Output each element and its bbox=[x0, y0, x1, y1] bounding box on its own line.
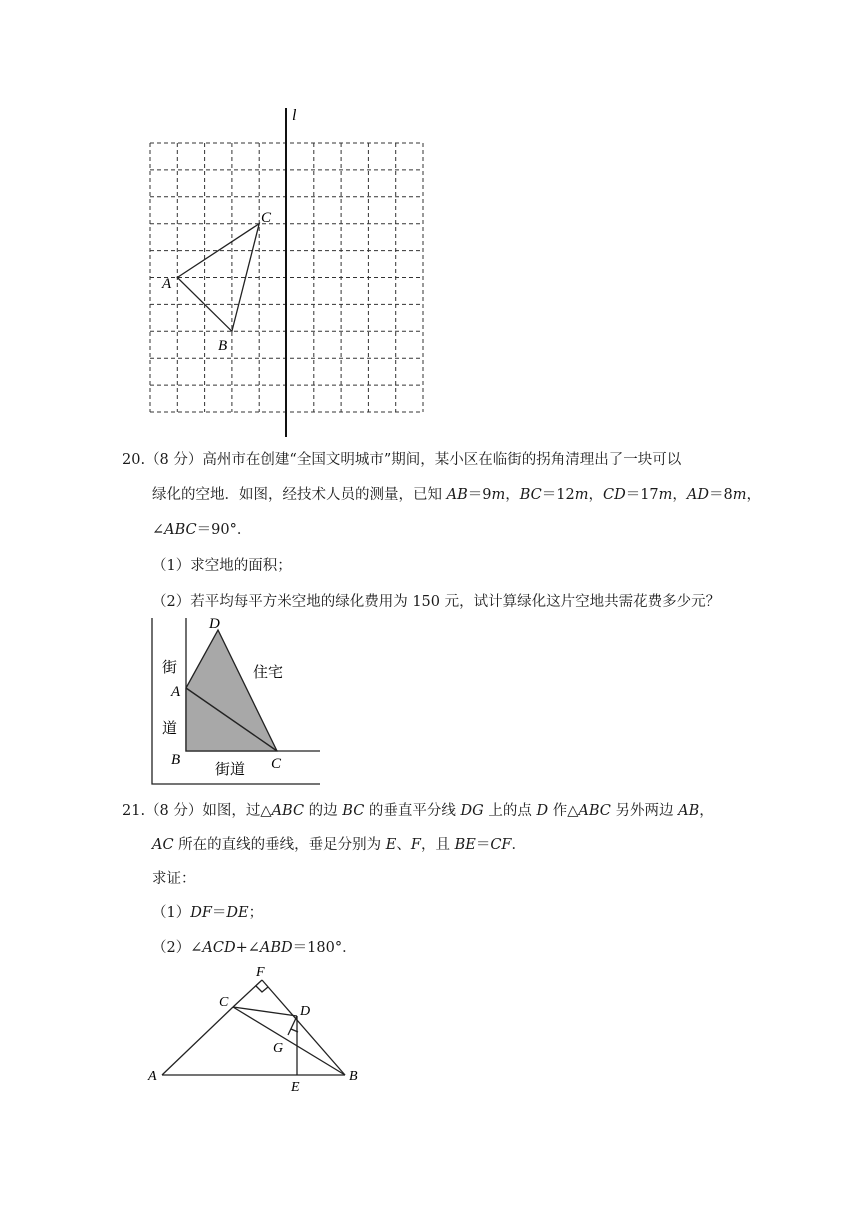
label-b: B bbox=[218, 338, 228, 354]
eq5: ＝90°． bbox=[196, 522, 252, 538]
label-e: E bbox=[291, 1080, 300, 1093]
label-a: A bbox=[162, 276, 172, 292]
label-c: C bbox=[219, 995, 229, 1010]
geometry-figure bbox=[140, 958, 380, 1093]
q21-t1m: ， bbox=[699, 803, 714, 819]
q20-line2 bbox=[152, 485, 761, 505]
q20-line3 bbox=[152, 520, 251, 540]
q21-s2e: ＝180°． bbox=[292, 940, 357, 956]
q21-s2c: +∠ bbox=[235, 940, 260, 956]
sep4: ， bbox=[746, 487, 761, 503]
eq1: ＝9 bbox=[467, 487, 492, 503]
q20-number: 20. bbox=[122, 452, 146, 468]
q21-s1b: DF bbox=[190, 905, 212, 921]
q21-t2g: BE bbox=[454, 837, 476, 853]
q21-t2c: E bbox=[385, 837, 397, 853]
seg-cd: CD bbox=[602, 487, 626, 503]
q20-line1 bbox=[122, 450, 681, 470]
plot-figure bbox=[140, 612, 330, 787]
unit-m1: m bbox=[491, 487, 506, 503]
q21-t1i: 作△ bbox=[548, 803, 579, 819]
q21-t2e: F bbox=[410, 837, 421, 853]
q21-t2j: ． bbox=[511, 837, 526, 853]
q21-score: （8 分） bbox=[145, 803, 203, 819]
q21-t1d: BC bbox=[342, 803, 365, 819]
label-b: B bbox=[349, 1069, 358, 1084]
label-c: C bbox=[261, 210, 272, 226]
sep3: ， bbox=[672, 487, 687, 503]
residence-label: 住宅 bbox=[253, 665, 284, 681]
q21-t1l: AB bbox=[678, 803, 700, 819]
q21-number: 21. bbox=[122, 803, 146, 819]
eq4: ＝8 bbox=[709, 487, 733, 503]
q21-t1h: D bbox=[536, 803, 549, 819]
eq3: ＝17 bbox=[625, 487, 659, 503]
q20-sub1: （1）求空地的面积； bbox=[152, 558, 292, 574]
q21-t1a: 如图，过△ bbox=[202, 803, 272, 819]
q20-score: （8 分） bbox=[145, 452, 203, 468]
q21-s1a: （1） bbox=[152, 905, 191, 921]
q21-t1c: 的边 bbox=[304, 803, 343, 819]
sep2: ， bbox=[588, 487, 603, 503]
q21-sub2 bbox=[152, 938, 357, 958]
seg-bc: BC bbox=[519, 487, 542, 503]
label-g: G bbox=[273, 1041, 284, 1056]
unit-m2: m bbox=[574, 487, 589, 503]
sep1: ， bbox=[505, 487, 520, 503]
seg-ad: AD bbox=[686, 487, 710, 503]
label-c: C bbox=[271, 756, 282, 772]
label-d: D bbox=[209, 616, 220, 632]
unit-m3: m bbox=[658, 487, 673, 503]
q21-t2a: AC bbox=[152, 837, 174, 853]
axis-label-l: l bbox=[292, 107, 297, 124]
unit-m4: m bbox=[732, 487, 747, 503]
q21-line1 bbox=[122, 801, 714, 821]
q20-text1: 高州市在创建“全国文明城市”期间，某小区在临街的拐角清理出了一块可以 bbox=[202, 452, 682, 468]
q21-s1d: DE bbox=[226, 905, 249, 921]
street-label-left: 道 bbox=[162, 721, 178, 737]
q21-s2b: ACD bbox=[202, 940, 236, 956]
angle-abc: ABC bbox=[164, 522, 197, 538]
seg-ab: AB bbox=[446, 487, 468, 503]
q21-s2a: （2）∠ bbox=[152, 940, 203, 956]
triangle-abc bbox=[177, 224, 259, 332]
q21-t2b: 所在的直线的垂线，垂足分别为 bbox=[173, 837, 386, 853]
q21-line2 bbox=[152, 835, 526, 855]
q21-t1f: DG bbox=[460, 803, 484, 819]
q21-t2i: CF bbox=[490, 837, 512, 853]
q21-t1b: ABC bbox=[271, 803, 305, 819]
angle-symbol: ∠ bbox=[152, 522, 165, 538]
q21-s1c: ＝ bbox=[211, 905, 227, 921]
q21-s1e: ； bbox=[248, 905, 264, 921]
q20-sub2: （2）若平均每平方米空地的绿化费用为 150 元，试计算绿化这片空地共需花费多少元？ bbox=[152, 594, 721, 610]
plot-area bbox=[186, 630, 277, 751]
label-f: F bbox=[256, 965, 265, 980]
q21-t2h: ＝ bbox=[475, 837, 491, 853]
q21-sub1 bbox=[152, 903, 263, 923]
label-b: B bbox=[171, 752, 181, 768]
q21-s2d: ABD bbox=[259, 940, 293, 956]
label-d: D bbox=[300, 1004, 311, 1019]
street-label-top: 街 bbox=[162, 660, 178, 676]
label-a: A bbox=[171, 684, 181, 700]
street-label-bottom: 街道 bbox=[215, 762, 246, 778]
q20-text2: 绿化的空地．如图，经技术人员的测量，已知 bbox=[152, 487, 447, 503]
eq2: ＝12 bbox=[541, 487, 575, 503]
grid-figure bbox=[140, 100, 440, 445]
q21-t2d: 、 bbox=[396, 837, 411, 853]
q21-t1k: 另外两边 bbox=[610, 803, 679, 819]
q21-t2f: ，且 bbox=[420, 837, 455, 853]
q21-t1g: 上的点 bbox=[483, 803, 537, 819]
q21-t1j: ABC bbox=[578, 803, 611, 819]
label-a: A bbox=[148, 1069, 157, 1084]
q21-t1e: 的垂直平分线 bbox=[364, 803, 461, 819]
q21-prove: 求证： bbox=[152, 871, 196, 887]
